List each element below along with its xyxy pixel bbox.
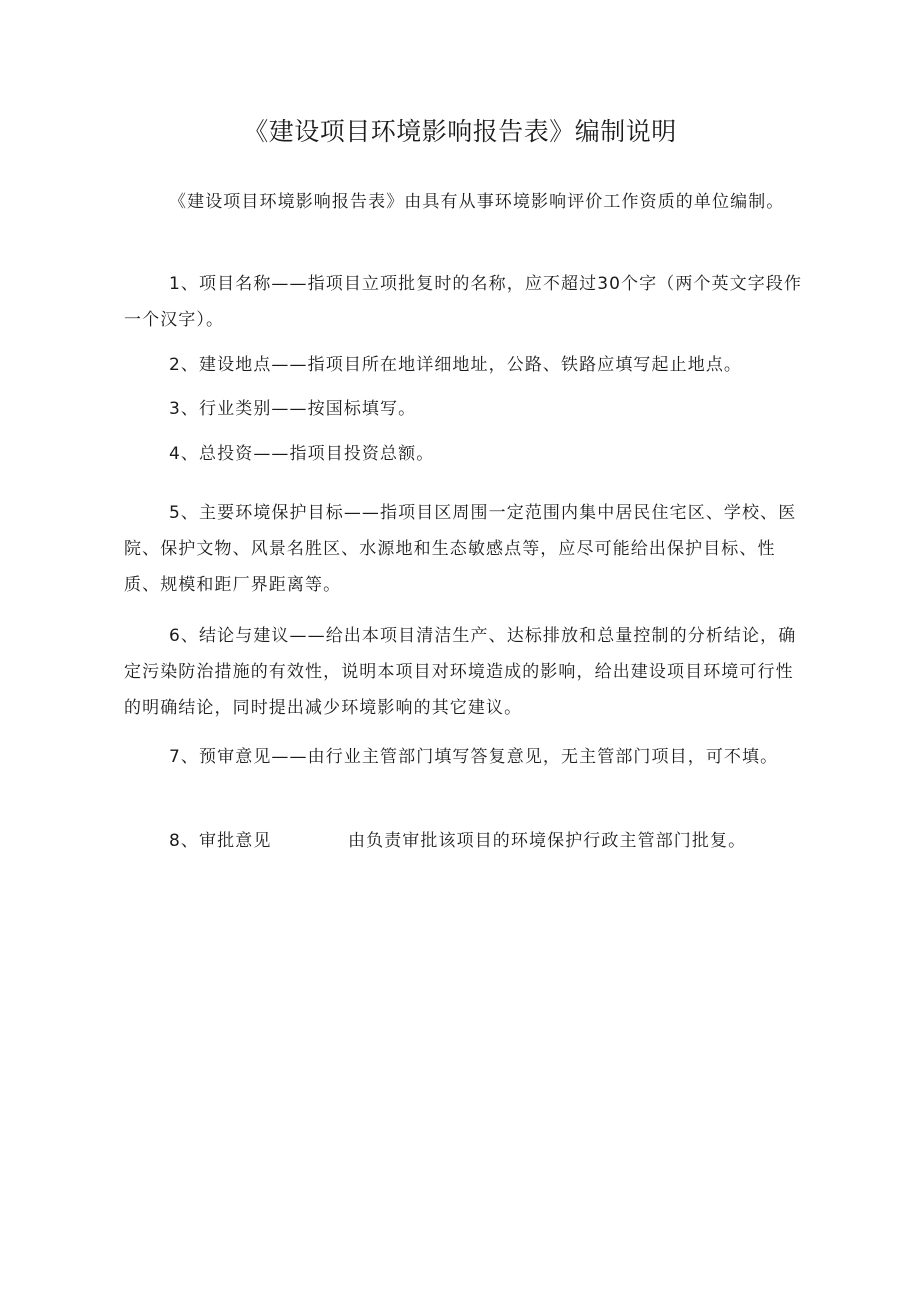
item-total-investment: 4、总投资——指项目投资总额。 [169,444,435,464]
item-approval-text: 由负责审批该项目的环境保护行政主管部门批复。 [348,831,747,851]
intro-paragraph: 《建设项目环境影响报告表》由具有从事环境影响评价工作资质的单位编制。 [169,192,785,212]
item-protection-targets: 5、主要环境保护目标——指项目区周围一定范围内集中居民住宅区、学校、医院、保护文物、风景名胜区、水源地和生态敏感点等，应尽可能给出保护目标、性质、规模和距厂界距离等。 [124,503,797,595]
document-title: 《建设项目环境影响报告表》编制说明 [243,117,677,146]
item-project-name: 1、项目名称——指项目立项批复时的名称，应不超过30个字（两个英文字段作一个汉字）。 [124,274,803,330]
item-approval-label: 8、审批意见 [169,831,272,851]
item-conclusion-suggestions: 6、结论与建议——给出本项目清洁生产、达标排放和总量控制的分析结论，确定污染防治措施的有效性，说明本项目对环境造成的影响，给出建设项目环境可行性的明确结论，同时提出减少环境影响的其它建议。 [124,626,797,718]
item-construction-site: 2、建设地点——指项目所在地详细地址，公路、铁路应填写起止地点。 [169,355,743,375]
item-industry-category: 3、行业类别——按国标填写。 [169,399,417,419]
item-preliminary-review: 7、预审意见——由行业主管部门填写答复意见，无主管部门项目，可不填。 [169,747,779,767]
item-approval-opinion [124,823,804,859]
